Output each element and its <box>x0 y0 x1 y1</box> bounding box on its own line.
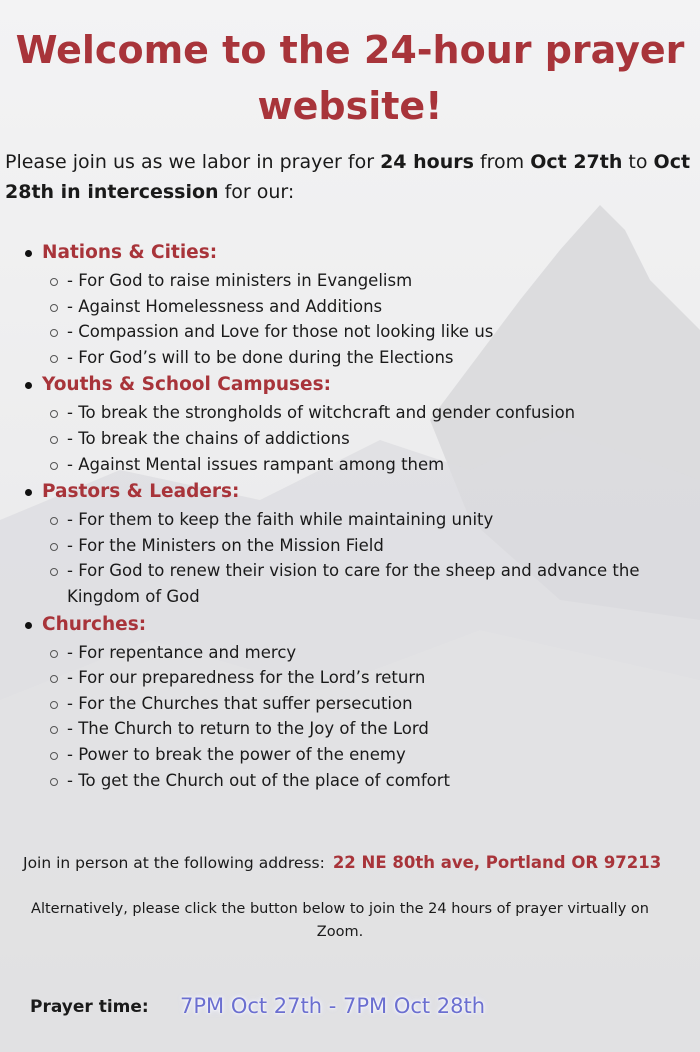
category-youths-campuses <box>0 370 700 477</box>
list-item-text: - For our preparedness for the Lord’s return <box>67 668 426 688</box>
category-title: Nations & Cities: <box>42 242 218 263</box>
list-item-text: - To get the Church out of the place of comfort <box>67 770 451 790</box>
list-item-text: - For the Churches that suffer persecution <box>67 693 413 713</box>
circle-bullet-icon <box>50 778 58 786</box>
circle-bullet-icon <box>50 329 58 337</box>
bullet-icon <box>25 382 32 389</box>
list-item <box>42 452 687 478</box>
list-item <box>42 665 687 691</box>
intro-text-part: for our: <box>218 181 295 203</box>
address-value: 22 NE 80th ave, Portland OR 97213 <box>332 853 662 872</box>
zoom-instructions: Alternatively, please click the button below to join the 24 hours of prayer virtually on Zoom. <box>31 901 649 940</box>
list-item-text: - For God to raise ministers in Evangelism <box>67 271 413 290</box>
circle-bullet-icon <box>50 726 58 734</box>
address-line <box>23 849 700 877</box>
circle-bullet-icon <box>50 278 58 286</box>
list-item <box>42 716 687 742</box>
list-item-text: - For the Ministers on the Mission Field <box>67 535 384 555</box>
list-item-text: - Against Homelessness and Additions <box>67 296 383 316</box>
circle-bullet-icon <box>50 304 58 312</box>
list-item-text: - To break the chains of addictions <box>67 428 350 448</box>
intro-bold-end-date: Oct 28th in intercession <box>5 151 691 203</box>
list-item-text: - To break the strongholds of witchcraft and gender confusion <box>67 403 576 423</box>
list-item <box>42 742 687 768</box>
circle-bullet-icon <box>50 752 58 760</box>
list-item-text: - Against Mental issues rampant among them <box>67 454 445 474</box>
list-item-text: - For God’s will to be done during the Elections <box>67 347 454 367</box>
address-label: Join in person at the following address: <box>23 854 325 872</box>
list-item-text: - For repentance and mercy <box>67 642 297 662</box>
intro-bold-duration: 24 hours <box>380 151 474 173</box>
list-item <box>42 345 687 371</box>
prayer-time-value: 7PM Oct 27th - 7PM Oct 28th <box>180 994 486 1018</box>
circle-bullet-icon <box>50 568 58 576</box>
category-items <box>42 400 700 477</box>
list-item <box>42 294 687 320</box>
circle-bullet-icon <box>50 410 58 418</box>
category-pastors-leaders <box>0 477 700 609</box>
list-item <box>42 507 687 533</box>
circle-bullet-icon <box>50 517 58 525</box>
prayer-categories-list <box>0 238 700 793</box>
intro-text-part: from <box>473 151 531 173</box>
category-churches <box>0 610 700 794</box>
intro-text-part: Please join us as we labor in prayer for <box>5 151 381 173</box>
circle-bullet-icon <box>50 462 58 470</box>
list-item <box>42 558 687 609</box>
prayer-time-label: Prayer time: <box>30 997 149 1017</box>
category-title: Pastors & Leaders: <box>42 481 240 503</box>
circle-bullet-icon <box>50 543 58 551</box>
circle-bullet-icon <box>50 650 58 658</box>
category-items <box>42 507 700 609</box>
category-title: Churches: <box>42 613 147 635</box>
category-items <box>42 640 700 794</box>
intro-text-part: to <box>622 151 654 173</box>
list-item-text: - Compassion and Love for those not looking like us <box>67 322 494 342</box>
list-item-text: - For God to renew their vision to care for the sheep and advance the Kingdom of God <box>67 561 640 606</box>
list-item <box>42 400 687 426</box>
list-item-text: - Power to break the power of the enemy <box>67 744 406 764</box>
list-item <box>42 691 687 717</box>
category-items <box>42 268 700 370</box>
list-item-text: - For them to keep the faith while maintaining unity <box>67 510 494 530</box>
list-item <box>42 268 687 294</box>
circle-bullet-icon <box>50 675 58 683</box>
intro-text <box>5 147 697 207</box>
circle-bullet-icon <box>50 355 58 363</box>
list-item <box>42 640 687 666</box>
intro-bold-start-date: Oct 27th <box>530 151 623 173</box>
category-title: Youths & School Campuses: <box>42 374 331 396</box>
bullet-icon <box>25 489 32 496</box>
circle-bullet-icon <box>50 701 58 709</box>
list-item-text: - The Church to return to the Joy of the Lord <box>67 719 429 739</box>
page-title: Welcome to the 24-hour prayer website! <box>15 28 685 128</box>
list-item <box>42 768 687 794</box>
list-item <box>42 319 687 345</box>
list-item <box>42 426 687 452</box>
list-item <box>42 533 687 559</box>
category-nations-cities <box>0 238 700 370</box>
circle-bullet-icon <box>50 436 58 444</box>
bullet-icon <box>25 250 32 257</box>
bullet-icon <box>25 622 32 629</box>
